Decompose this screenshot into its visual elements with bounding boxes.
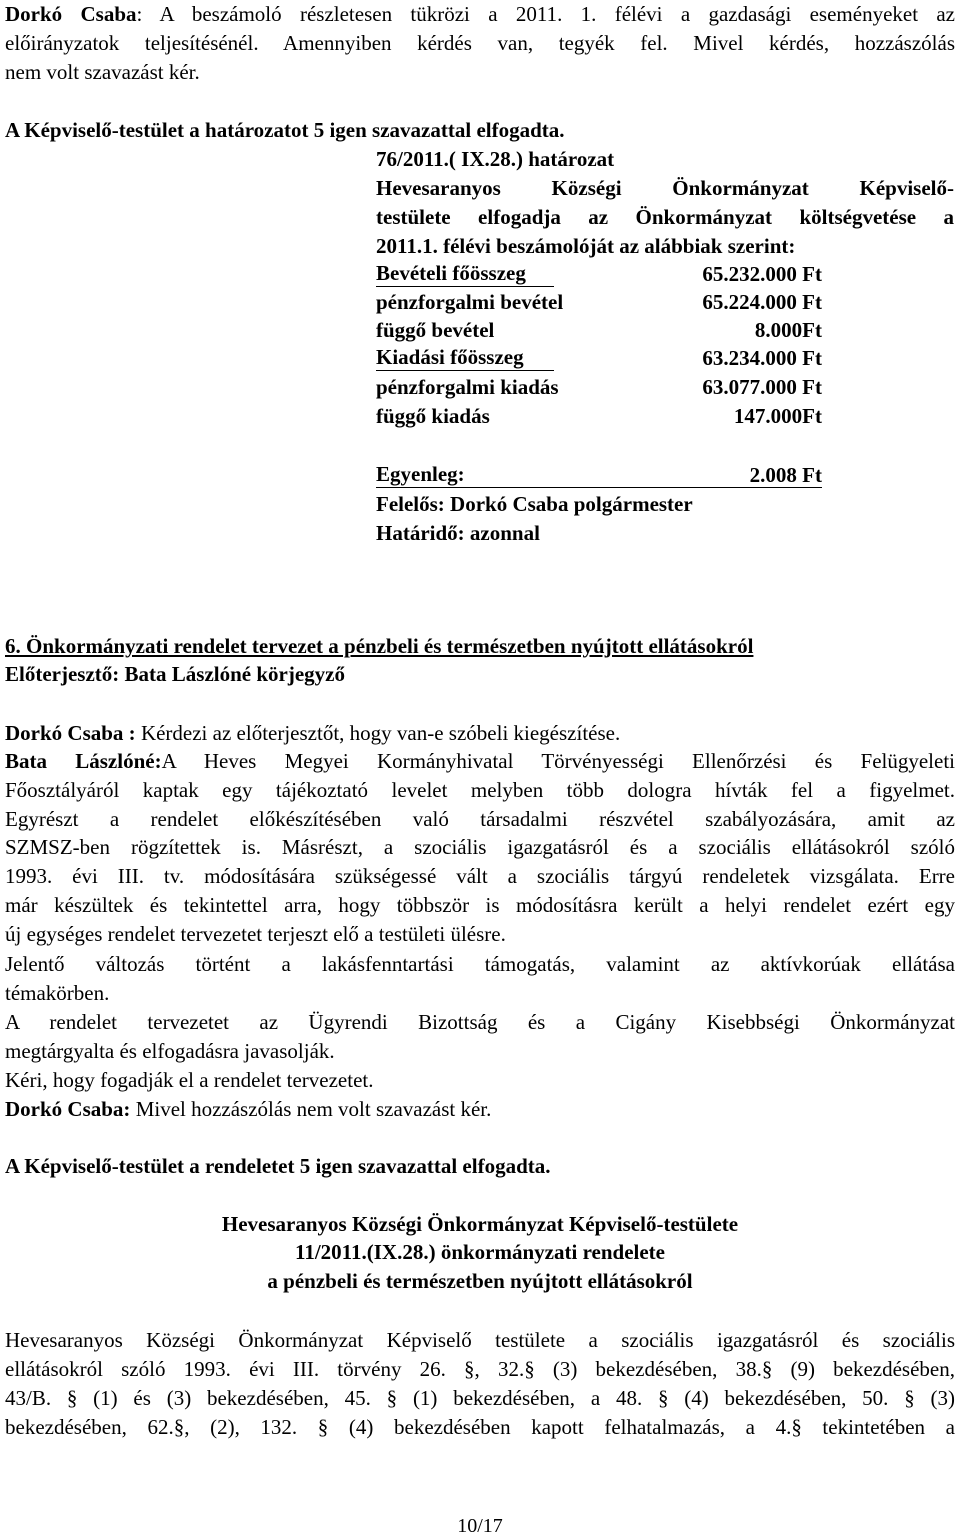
speaker-name: Dorkó Csaba	[5, 2, 137, 26]
finance-label: Kiadási főösszeg	[376, 344, 554, 371]
dialog-line-2: Bata Lászlóné:A Heves Megyei Kormányhivatal Törvényességi Ellenőrzési és Felügyeleti	[5, 749, 956, 773]
balance-label: Egyenleg:	[376, 461, 822, 488]
resolution-line-3: 2011.1. félévi beszámolóját az alábbiak szerint:	[376, 234, 796, 258]
finance-row-balance	[376, 461, 822, 489]
finance-label: függő bevétel	[376, 318, 495, 342]
decree-title-3: a pénzbeli és természetben nyújtott ellátásokról	[267, 1269, 693, 1293]
finance-row-pending-revenue	[376, 316, 822, 344]
intro-text: : A beszámoló részletesen tükrözi a 2011. 1. félévi a gazdasági eseményeket az	[136, 2, 956, 26]
resolution-line-2: testülete elfogadja az Önkormányzat költségvetése a	[376, 205, 954, 229]
finance-row-cash-expense	[376, 373, 822, 401]
resolution-number: 76/2011.( IX.28.) határozat	[376, 147, 615, 171]
finance-amount: 65.224.000 Ft	[702, 290, 822, 314]
decree-body-line: 43/B. § (1) és (3) bekezdésében, 45. § (1) bekezdésében, a 48. § (4) bekezdésében, 50. § (3)	[5, 1386, 955, 1410]
decree-title-2: 11/2011.(IX.28.) önkormányzati rendelete	[294, 1240, 665, 1264]
body-line: Jelentő változás történt a lakásfenntartási támogatás, valamint az aktívkorúak ellátása	[5, 952, 955, 976]
speaker-name: Dorkó Csaba :	[5, 721, 136, 745]
finance-label: pénzforgalmi kiadás	[376, 375, 559, 399]
body-line: Egyrészt a rendelet előkészítésében való társadalmi részvétel szabályozására, amit az	[5, 807, 955, 831]
finance-amount: 63.077.000 Ft	[702, 375, 822, 399]
finance-amount: 8.000Ft	[754, 318, 822, 342]
body-line: új egységes rendelet tervezetet terjeszt elő a testületi ülésre.	[5, 922, 506, 946]
body-line: SZMSZ-ben rögzítettek is. Másrészt, a szociális igazgatásról és a szociális ellátásokról szóló	[5, 835, 955, 859]
body-line: már készültek és tekintettel arra, hogy többször is módosításra került a helyi rendelet ezért egy	[5, 893, 955, 917]
body-line: témakörben.	[5, 981, 110, 1005]
body-line: 1993. évi III. tv. módosítására szükségessé vált a szociális tárgyú rendeletek vizsgálata. Erre	[5, 864, 955, 888]
intro-line-1	[5, 0, 955, 28]
finance-label: Bevételi főösszeg	[376, 260, 554, 287]
finance-row-expense-total	[376, 344, 822, 372]
dialog-line-1: Dorkó Csaba : Kérdezi az előterjesztőt, hogy van-e szóbeli kiegészítése.	[5, 721, 621, 745]
deadline: Határidő: azonnal	[376, 521, 540, 545]
agenda-item-heading: 6. Önkormányzati rendelet tervezet a pénzbeli és természetben nyújtott ellátásokról	[5, 634, 754, 658]
speaker-name: Dorkó Csaba:	[5, 1097, 131, 1121]
agenda-item-presenter: Előterjesztő: Bata Lászlóné körjegyző	[5, 662, 345, 686]
vote-result-2: A Képviselő-testület a rendeletet 5 igen szavazattal elfogadta.	[5, 1154, 551, 1178]
decree-body-line: bekezdésében, 62.§, (2), 132. § (4) bekezdésében kapott felhatalmazás, a 4.§ tekintetében a	[5, 1415, 955, 1439]
decree-title-1: Hevesaranyos Községi Önkormányzat Képviselő-testülete	[221, 1212, 739, 1236]
decree-body-line: Hevesaranyos Községi Önkormányzat Képviselő testülete a szociális igazgatásról és szociális	[5, 1328, 955, 1352]
finance-row-revenue-total	[376, 260, 822, 288]
finance-amount: 63.234.000 Ft	[702, 346, 822, 370]
finance-row-cash-revenue	[376, 288, 822, 316]
body-line: megtárgyalta és elfogadásra javasolják.	[5, 1039, 335, 1063]
body-line: Kéri, hogy fogadják el a rendelet tervezetet.	[5, 1068, 374, 1092]
body-line: Főosztályáról kaptak egy tájékoztató levelet melyben több dologra hívták fel a figyelmet.	[5, 778, 955, 802]
decree-body-line: ellátásokról szóló 1993. évi III. törvény 26. §, 32.§ (3) bekezdésében, 38.§ (9) bekezdésében,	[5, 1357, 955, 1381]
finance-amount: 65.232.000 Ft	[702, 262, 822, 286]
body-line: A rendelet tervezetet az Ügyrendi Bizottság és a Cigány Kisebbségi Önkormányzat	[5, 1010, 955, 1034]
intro-line-2: előirányzatok teljesítésénél. Amennyiben kérdés van, tegyék fel. Mivel kérdés, hozzászólás	[5, 31, 955, 55]
balance-amount: 2.008 Ft	[749, 463, 822, 487]
finance-label: függő kiadás	[376, 404, 490, 428]
finance-label: pénzforgalmi bevétel	[376, 290, 564, 314]
vote-result-1: A Képviselő-testület a határozatot 5 igen szavazattal elfogadta.	[5, 118, 565, 142]
intro-line-3: nem volt szavazást kér.	[5, 60, 200, 84]
resolution-line-1: Hevesaranyos Községi Önkormányzat Képviselő-	[376, 176, 954, 200]
responsible-person: Felelős: Dorkó Csaba polgármester	[376, 492, 693, 516]
dialog-closing: Dorkó Csaba: Mivel hozzászólás nem volt szavazást kér.	[5, 1097, 492, 1121]
speaker-name: Bata Lászlóné:	[5, 749, 162, 773]
finance-amount: 147.000Ft	[733, 404, 822, 428]
finance-row-pending-expense	[376, 402, 822, 430]
page-number: 10/17	[457, 1515, 503, 1537]
